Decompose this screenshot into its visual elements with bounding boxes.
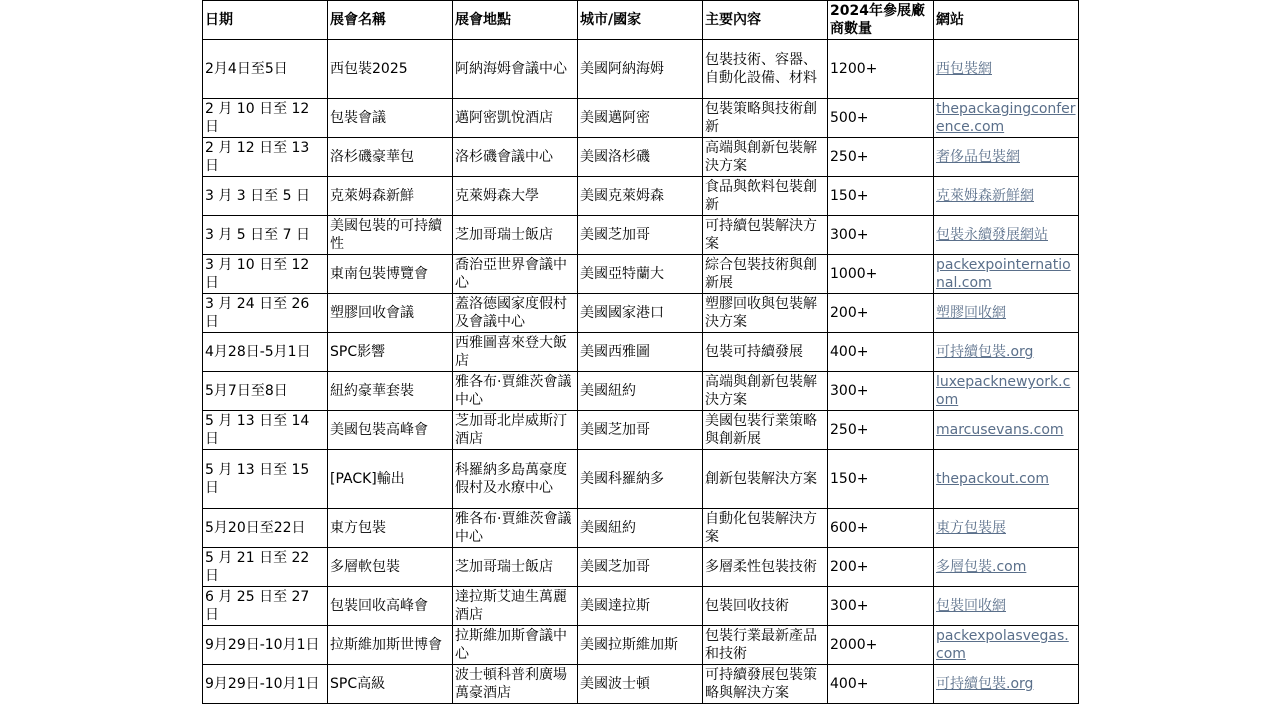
- header-exhibitor-count: 2024年參展廠商數量: [828, 1, 934, 40]
- venue-cell: 達拉斯艾迪生萬麗酒店: [453, 587, 578, 626]
- content-cell: 自動化包裝解決方案: [703, 509, 828, 548]
- expo-name-cell: 紐約豪華套裝: [328, 372, 453, 411]
- city-cell: 美國洛杉磯: [578, 138, 703, 177]
- exhibitor-count-cell: 250+: [828, 138, 934, 177]
- date-cell: 3 月 3 日至 5 日: [203, 177, 328, 216]
- date-cell: 3 月 5 日至 7 日: [203, 216, 328, 255]
- table-row: [203, 548, 1079, 587]
- date-cell: 2月4日至5日: [203, 40, 328, 99]
- date-cell: 3 月 10 日至 12 日: [203, 255, 328, 294]
- website-link[interactable]: packexpolasvegas.com: [936, 628, 1069, 662]
- header-venue: 展會地點: [453, 1, 578, 40]
- header-website: 網站: [934, 1, 1079, 40]
- date-cell: 6 月 25 日至 27 日: [203, 587, 328, 626]
- table-row: [203, 411, 1079, 450]
- content-cell: 食品與飲料包裝創新: [703, 177, 828, 216]
- city-cell: 美國波士頓: [578, 665, 703, 704]
- website-link[interactable]: 可持續包裝.org: [936, 344, 1034, 360]
- city-cell: 美國克萊姆森: [578, 177, 703, 216]
- header-city-country: 城市/國家: [578, 1, 703, 40]
- expo-table: [202, 0, 1079, 704]
- website-cell: [934, 138, 1079, 177]
- venue-cell: 阿納海姆會議中心: [453, 40, 578, 99]
- content-cell: 美國包裝行業策略與創新展: [703, 411, 828, 450]
- date-cell: 9月29日-10月1日: [203, 665, 328, 704]
- website-link[interactable]: 包裝回收網: [936, 598, 1006, 614]
- exhibitor-count-cell: 1000+: [828, 255, 934, 294]
- website-cell: [934, 216, 1079, 255]
- expo-name-cell: 美國包裝的可持續性: [328, 216, 453, 255]
- website-link[interactable]: packexpointernational.com: [936, 257, 1071, 291]
- website-cell: [934, 99, 1079, 138]
- venue-cell: 邁阿密凱悅酒店: [453, 99, 578, 138]
- website-cell: [934, 548, 1079, 587]
- website-link[interactable]: marcusevans.com: [936, 422, 1064, 438]
- table-row: [203, 177, 1079, 216]
- venue-cell: 喬治亞世界會議中心: [453, 255, 578, 294]
- table-row: [203, 450, 1079, 509]
- website-link[interactable]: 西包裝網: [936, 61, 992, 77]
- date-cell: 9月29日-10月1日: [203, 626, 328, 665]
- expo-name-cell: [PACK]輸出: [328, 450, 453, 509]
- content-cell: 包裝行業最新產品和技術: [703, 626, 828, 665]
- city-cell: 美國拉斯維加斯: [578, 626, 703, 665]
- date-cell: 5月7日至8日: [203, 372, 328, 411]
- city-cell: 美國紐約: [578, 372, 703, 411]
- city-cell: 美國達拉斯: [578, 587, 703, 626]
- exhibitor-count-cell: 600+: [828, 509, 934, 548]
- exhibitor-count-cell: 1200+: [828, 40, 934, 99]
- venue-cell: 雅各布·賈維茨會議中心: [453, 509, 578, 548]
- city-cell: 美國紐約: [578, 509, 703, 548]
- expo-name-cell: 洛杉磯豪華包: [328, 138, 453, 177]
- table-header-row: [203, 1, 1079, 40]
- exhibitor-count-cell: 200+: [828, 548, 934, 587]
- website-link[interactable]: 東方包裝展: [936, 520, 1006, 536]
- website-link[interactable]: 多層包裝.com: [936, 559, 1027, 575]
- expo-name-cell: 包裝回收高峰會: [328, 587, 453, 626]
- date-cell: 4月28日-5月1日: [203, 333, 328, 372]
- website-link[interactable]: thepackagingconference.com: [936, 101, 1076, 135]
- website-cell: [934, 665, 1079, 704]
- table-row: [203, 255, 1079, 294]
- content-cell: 綜合包裝技術與創新展: [703, 255, 828, 294]
- table-row: [203, 138, 1079, 177]
- date-cell: 2 月 10 日至 12 日: [203, 99, 328, 138]
- content-cell: 高端與創新包裝解決方案: [703, 372, 828, 411]
- table-row: [203, 216, 1079, 255]
- venue-cell: 科羅納多島萬豪度假村及水療中心: [453, 450, 578, 509]
- venue-cell: 芝加哥北岸威斯汀酒店: [453, 411, 578, 450]
- venue-cell: 西雅圖喜來登大飯店: [453, 333, 578, 372]
- website-cell: [934, 450, 1079, 509]
- city-cell: 美國科羅納多: [578, 450, 703, 509]
- date-cell: 2 月 12 日至 13 日: [203, 138, 328, 177]
- table-row: [203, 333, 1079, 372]
- city-cell: 美國芝加哥: [578, 216, 703, 255]
- website-link[interactable]: 奢侈品包裝網: [936, 149, 1020, 165]
- city-cell: 美國芝加哥: [578, 411, 703, 450]
- website-cell: [934, 255, 1079, 294]
- header-main-content: 主要內容: [703, 1, 828, 40]
- website-cell: [934, 294, 1079, 333]
- exhibitor-count-cell: 150+: [828, 450, 934, 509]
- venue-cell: 蓋洛德國家度假村及會議中心: [453, 294, 578, 333]
- expo-name-cell: SPC高級: [328, 665, 453, 704]
- exhibitor-count-cell: 150+: [828, 177, 934, 216]
- content-cell: 包裝回收技術: [703, 587, 828, 626]
- exhibitor-count-cell: 400+: [828, 665, 934, 704]
- venue-cell: 芝加哥瑞士飯店: [453, 548, 578, 587]
- exhibitor-count-cell: 2000+: [828, 626, 934, 665]
- city-cell: 美國亞特蘭大: [578, 255, 703, 294]
- exhibitor-count-cell: 400+: [828, 333, 934, 372]
- city-cell: 美國邁阿密: [578, 99, 703, 138]
- table-row: [203, 626, 1079, 665]
- content-cell: 可持續發展包裝策略與解決方案: [703, 665, 828, 704]
- table-body: [203, 40, 1079, 704]
- date-cell: 3 月 24 日至 26 日: [203, 294, 328, 333]
- expo-name-cell: 拉斯維加斯世博會: [328, 626, 453, 665]
- venue-cell: 雅各布·賈維茨會議中心: [453, 372, 578, 411]
- exhibitor-count-cell: 500+: [828, 99, 934, 138]
- table-row: [203, 509, 1079, 548]
- expo-table-container: [202, 0, 1078, 704]
- website-cell: [934, 626, 1079, 665]
- content-cell: 創新包裝解決方案: [703, 450, 828, 509]
- website-link[interactable]: 塑膠回收網: [936, 305, 1006, 321]
- header-date: 日期: [203, 1, 328, 40]
- content-cell: 包裝策略與技術創新: [703, 99, 828, 138]
- expo-name-cell: 塑膠回收會議: [328, 294, 453, 333]
- website-link[interactable]: 可持續包裝.org: [936, 676, 1034, 692]
- expo-name-cell: 東方包裝: [328, 509, 453, 548]
- table-row: [203, 40, 1079, 99]
- expo-name-cell: 克萊姆森新鮮: [328, 177, 453, 216]
- website-cell: [934, 509, 1079, 548]
- content-cell: 可持續包裝解決方案: [703, 216, 828, 255]
- website-cell: [934, 177, 1079, 216]
- city-cell: 美國西雅圖: [578, 333, 703, 372]
- table-row: [203, 294, 1079, 333]
- content-cell: 高端與創新包裝解決方案: [703, 138, 828, 177]
- venue-cell: 拉斯維加斯會議中心: [453, 626, 578, 665]
- website-link[interactable]: 克萊姆森新鮮網: [936, 188, 1034, 204]
- venue-cell: 洛杉磯會議中心: [453, 138, 578, 177]
- city-cell: 美國阿納海姆: [578, 40, 703, 99]
- website-cell: [934, 40, 1079, 99]
- content-cell: 包裝技術、容器、自動化設備、材料: [703, 40, 828, 99]
- expo-name-cell: SPC影響: [328, 333, 453, 372]
- website-link[interactable]: 包裝永續發展網站: [936, 227, 1048, 243]
- expo-name-cell: 多層軟包裝: [328, 548, 453, 587]
- venue-cell: 波士頓科普利廣場萬豪酒店: [453, 665, 578, 704]
- website-link[interactable]: luxepacknewyork.com: [936, 374, 1071, 408]
- date-cell: 5 月 13 日至 14 日: [203, 411, 328, 450]
- exhibitor-count-cell: 250+: [828, 411, 934, 450]
- expo-name-cell: 東南包裝博覽會: [328, 255, 453, 294]
- website-cell: [934, 587, 1079, 626]
- header-expo-name: 展會名稱: [328, 1, 453, 40]
- exhibitor-count-cell: 300+: [828, 587, 934, 626]
- table-row: [203, 372, 1079, 411]
- date-cell: 5月20日至22日: [203, 509, 328, 548]
- expo-name-cell: 包裝會議: [328, 99, 453, 138]
- content-cell: 包裝可持續發展: [703, 333, 828, 372]
- table-row: [203, 587, 1079, 626]
- venue-cell: 芝加哥瑞士飯店: [453, 216, 578, 255]
- city-cell: 美國芝加哥: [578, 548, 703, 587]
- exhibitor-count-cell: 300+: [828, 216, 934, 255]
- content-cell: 塑膠回收與包裝解決方案: [703, 294, 828, 333]
- website-cell: [934, 333, 1079, 372]
- content-cell: 多層柔性包裝技術: [703, 548, 828, 587]
- expo-name-cell: 西包裝2025: [328, 40, 453, 99]
- website-cell: [934, 411, 1079, 450]
- expo-name-cell: 美國包裝高峰會: [328, 411, 453, 450]
- table-row: [203, 665, 1079, 704]
- website-cell: [934, 372, 1079, 411]
- city-cell: 美國國家港口: [578, 294, 703, 333]
- exhibitor-count-cell: 200+: [828, 294, 934, 333]
- website-link[interactable]: thepackout.com: [936, 471, 1050, 487]
- table-row: [203, 99, 1079, 138]
- venue-cell: 克萊姆森大學: [453, 177, 578, 216]
- exhibitor-count-cell: 300+: [828, 372, 934, 411]
- date-cell: 5 月 13 日至 15 日: [203, 450, 328, 509]
- date-cell: 5 月 21 日至 22 日: [203, 548, 328, 587]
